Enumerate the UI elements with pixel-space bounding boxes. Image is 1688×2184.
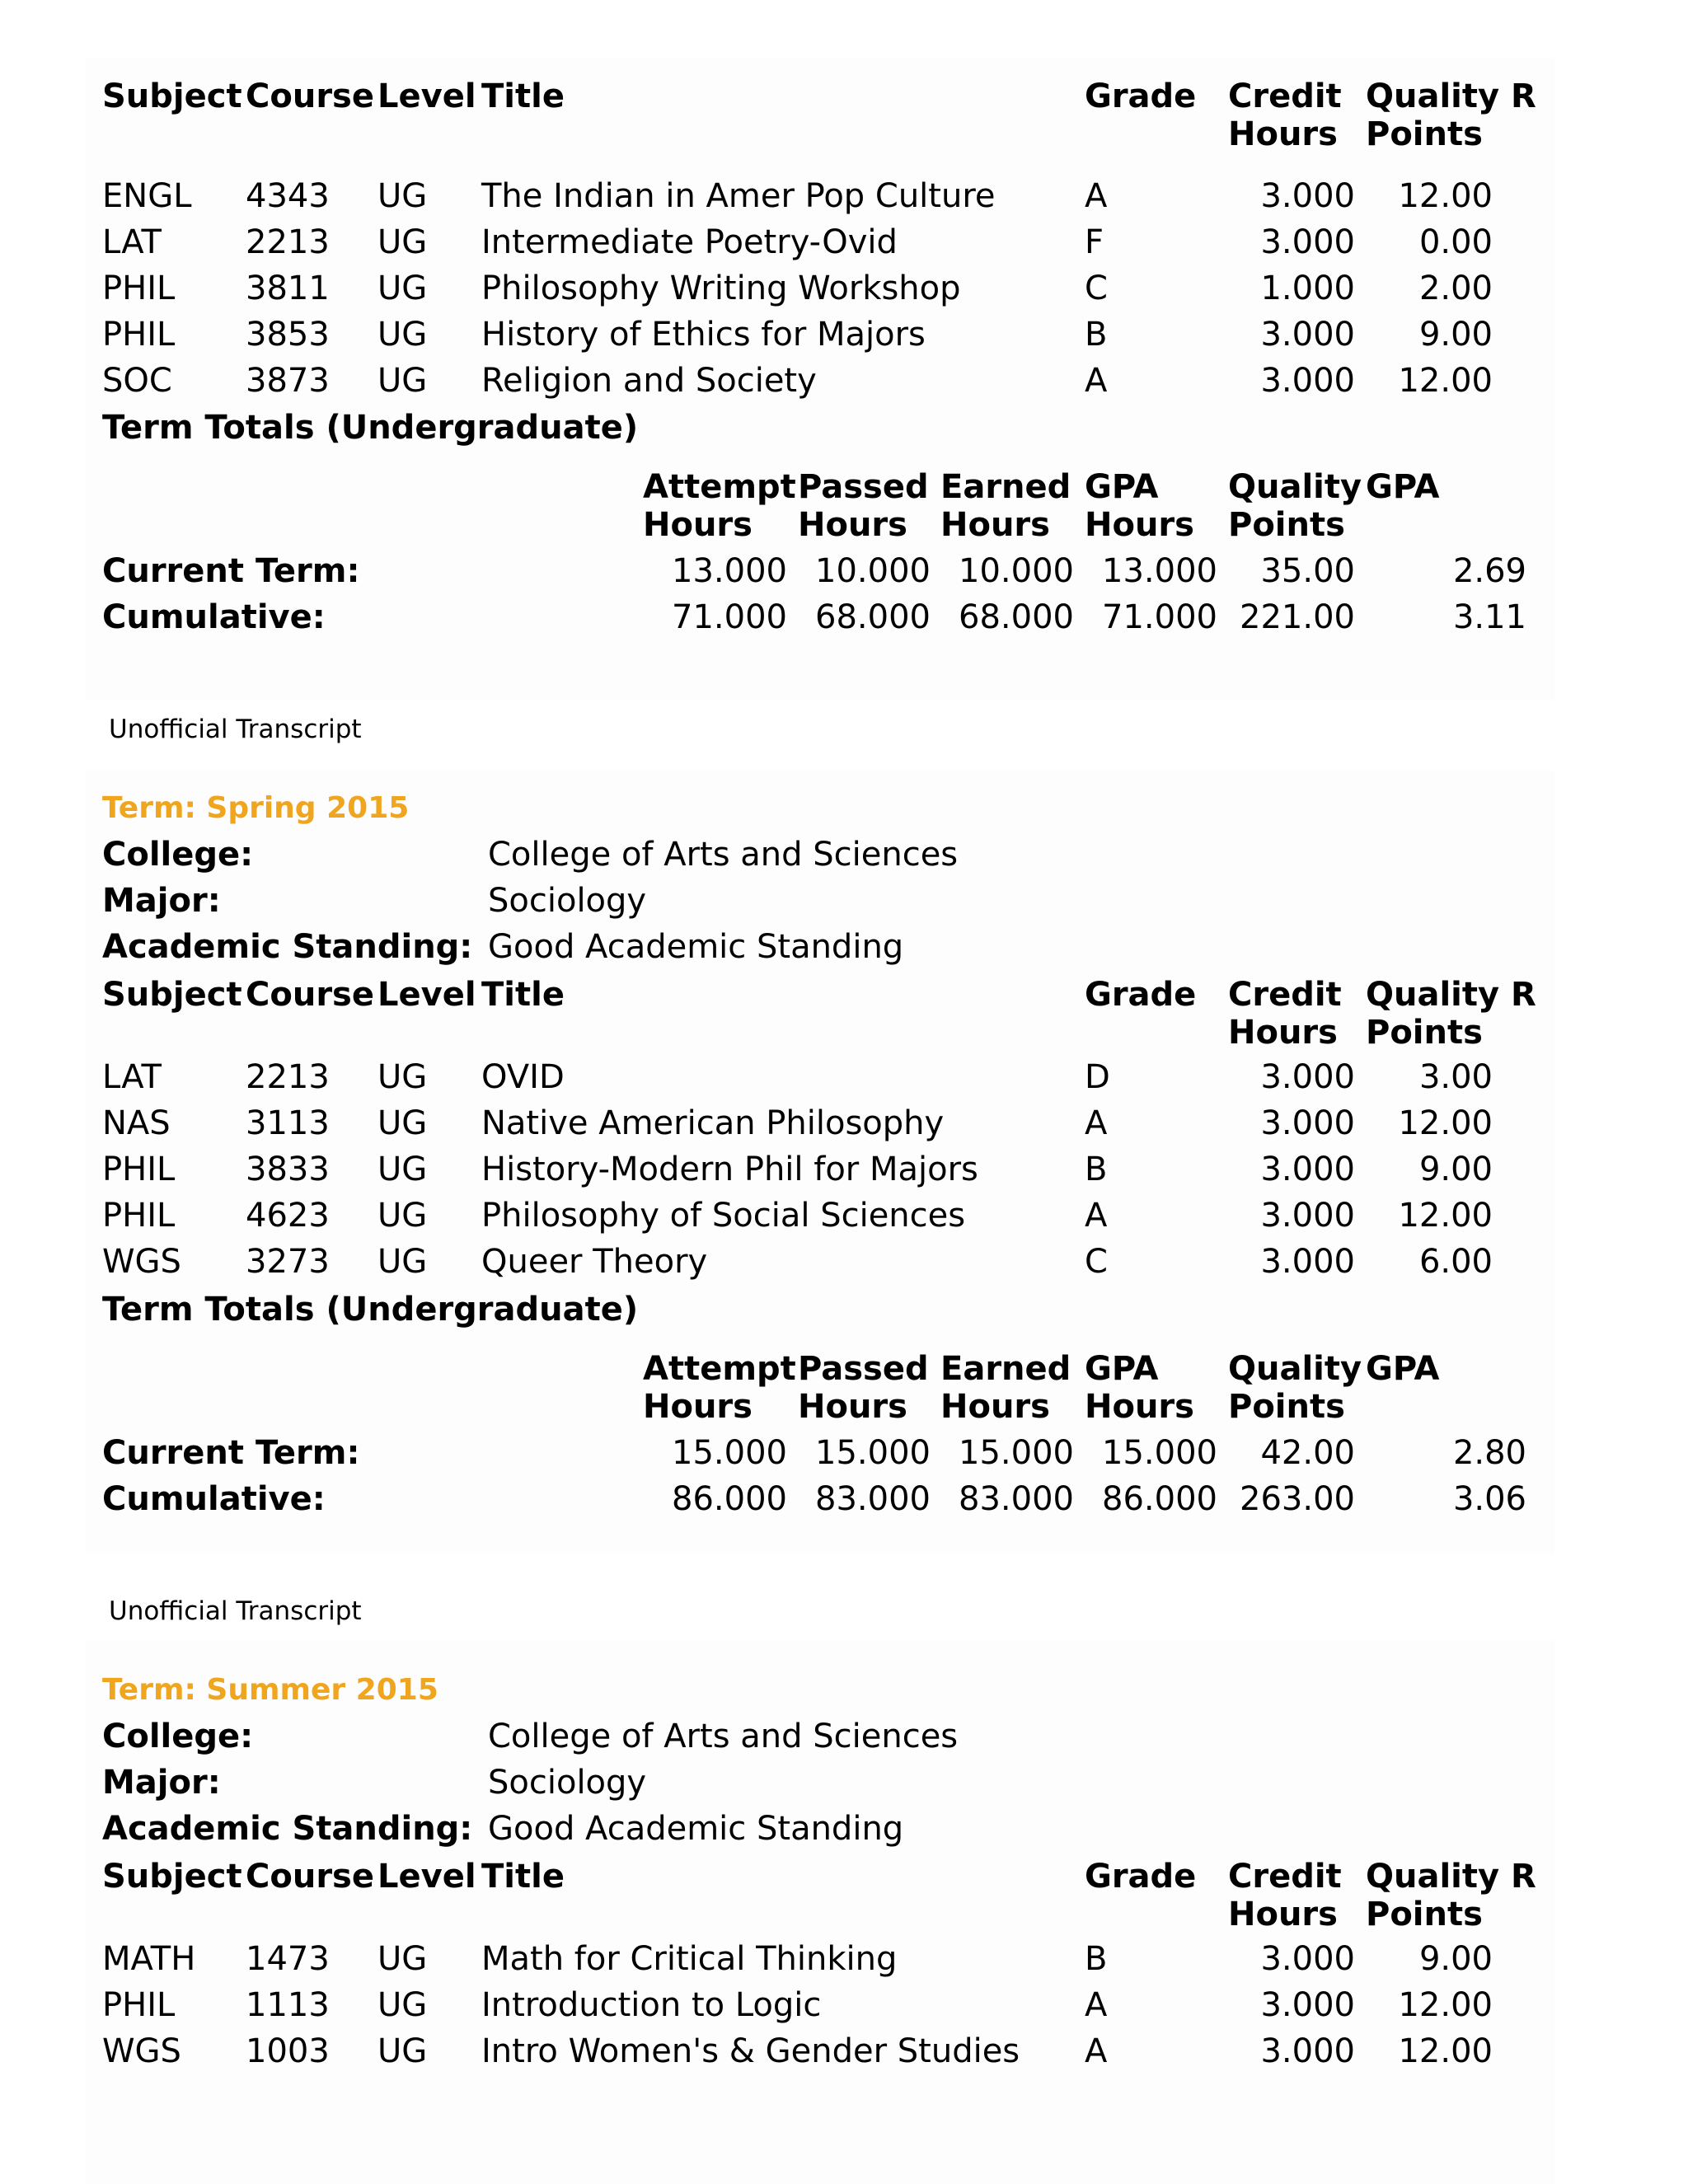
- course-quality-points: 9.00: [1418, 316, 1493, 354]
- s2-hdr-level: Level: [377, 976, 476, 1014]
- course-level: UG: [377, 1243, 428, 1281]
- course-title: History-Modern Phil for Majors: [481, 1151, 978, 1188]
- s2-hdr-course: Course: [246, 976, 374, 1014]
- college-value: College of Arts and Sciences: [488, 1718, 959, 1755]
- s3-hdr-title: Title: [481, 1858, 565, 1896]
- totals-hdr-gpa-hours: GPA: [1085, 1350, 1159, 1388]
- current-gpahrs: 13.000: [1102, 552, 1217, 590]
- term-title: Term: Spring 2015: [102, 791, 410, 825]
- totals-hdr-quality-points: Points: [1228, 506, 1345, 544]
- course-credit-hours: 3.000: [1260, 177, 1355, 215]
- s3-hdr-grade: Grade: [1085, 1858, 1197, 1896]
- course-level: UG: [377, 223, 428, 261]
- current-passed: 15.000: [815, 1434, 931, 1472]
- course-quality-points: 0.00: [1418, 223, 1493, 261]
- course-title: Intro Women's & Gender Studies: [481, 2032, 1020, 2070]
- cumulative-passed: 83.000: [815, 1480, 931, 1518]
- cumulative-attempt: 71.000: [672, 598, 787, 636]
- cumulative-earned: 83.000: [959, 1480, 1074, 1518]
- cumulative-attempt: 86.000: [672, 1480, 787, 1518]
- totals-hdr-earned: Earned: [940, 468, 1071, 506]
- course-title: History of Ethics for Majors: [481, 316, 926, 354]
- course-number: 1473: [246, 1940, 330, 1978]
- course-grade: B: [1085, 1940, 1108, 1978]
- course-number: 1113: [246, 1986, 330, 2024]
- totals-hdr-passed: Passed: [798, 468, 929, 506]
- s3-hdr-quality-points: Points: [1366, 1896, 1483, 1933]
- major-label: Major:: [102, 1764, 221, 1802]
- s2-hdr-quality: Quality R: [1366, 976, 1536, 1014]
- course-subject: PHIL: [102, 269, 176, 307]
- course-grade: A: [1085, 1986, 1108, 2024]
- s2-hdr-quality-points: Points: [1366, 1014, 1483, 1052]
- course-number: 4343: [246, 177, 330, 215]
- s3-hdr-level: Level: [377, 1858, 476, 1896]
- course-credit-hours: 3.000: [1260, 1940, 1355, 1978]
- cumulative-quality: 221.00: [1240, 598, 1355, 636]
- unofficial-transcript-label: Unofficial Transcript: [109, 1596, 362, 1626]
- course-quality-points: 12.00: [1398, 2032, 1493, 2070]
- current-attempt: 13.000: [672, 552, 787, 590]
- totals-hdr-gpa: GPA: [1366, 468, 1440, 506]
- course-number: 4623: [246, 1197, 330, 1235]
- course-grade: C: [1085, 269, 1108, 307]
- course-number: 3873: [246, 362, 330, 400]
- s1-hdr-credit-hours: Hours: [1228, 115, 1338, 153]
- course-level: UG: [377, 1151, 428, 1188]
- course-level: UG: [377, 1058, 428, 1096]
- course-subject: ENGL: [102, 177, 192, 215]
- course-subject: PHIL: [102, 316, 176, 354]
- current-gpa: 2.80: [1452, 1434, 1526, 1472]
- course-grade: A: [1085, 1104, 1108, 1142]
- s3-hdr-quality: Quality R: [1366, 1858, 1536, 1896]
- s1-hdr-quality: Quality R: [1366, 77, 1536, 115]
- course-title: Math for Critical Thinking: [481, 1940, 898, 1978]
- major-value: Sociology: [488, 882, 647, 920]
- term-totals-heading: Term Totals (Undergraduate): [102, 1291, 639, 1329]
- current-attempt: 15.000: [672, 1434, 787, 1472]
- course-number: 3811: [246, 269, 330, 307]
- course-subject: PHIL: [102, 1986, 176, 2024]
- course-title: Introduction to Logic: [481, 1986, 822, 2024]
- totals-hdr-earned-hours: Hours: [940, 506, 1050, 544]
- totals-hdr-attempt: Attempt: [643, 468, 796, 506]
- s1-hdr-subject: Subject: [102, 77, 242, 115]
- course-quality-points: 9.00: [1418, 1151, 1493, 1188]
- course-grade: A: [1085, 177, 1108, 215]
- s2-hdr-credit-hours: Hours: [1228, 1014, 1338, 1052]
- course-number: 2213: [246, 1058, 330, 1096]
- s1-hdr-credit: Credit: [1228, 77, 1342, 115]
- cumulative-gpahrs: 71.000: [1102, 598, 1217, 636]
- course-subject: NAS: [102, 1104, 171, 1142]
- totals-hdr-quality: Quality: [1228, 1350, 1362, 1388]
- course-number: 2213: [246, 223, 330, 261]
- cumulative-gpa: 3.11: [1452, 598, 1526, 636]
- totals-hdr-earned-hours: Hours: [940, 1388, 1050, 1426]
- standing-value: Good Academic Standing: [488, 928, 904, 966]
- totals-hdr-earned: Earned: [940, 1350, 1071, 1388]
- course-number: 3853: [246, 316, 330, 354]
- course-grade: A: [1085, 362, 1108, 400]
- course-quality-points: 6.00: [1418, 1243, 1493, 1281]
- s1-hdr-title: Title: [481, 77, 565, 115]
- course-credit-hours: 3.000: [1260, 1104, 1355, 1142]
- totals-hdr-quality-points: Points: [1228, 1388, 1345, 1426]
- course-level: UG: [377, 362, 428, 400]
- standing-label: Academic Standing:: [102, 928, 473, 966]
- current-earned: 10.000: [959, 552, 1074, 590]
- s2-hdr-grade: Grade: [1085, 976, 1197, 1014]
- current-quality: 42.00: [1260, 1434, 1355, 1472]
- college-value: College of Arts and Sciences: [488, 836, 959, 874]
- course-credit-hours: 3.000: [1260, 1986, 1355, 2024]
- totals-hdr-passed: Passed: [798, 1350, 929, 1388]
- totals-hdr-gpa: GPA: [1366, 1350, 1440, 1388]
- totals-hdr-gpa-hours-2: Hours: [1085, 1388, 1194, 1426]
- course-subject: PHIL: [102, 1151, 176, 1188]
- course-level: UG: [377, 1986, 428, 2024]
- course-grade: D: [1085, 1058, 1110, 1096]
- totals-hdr-passed-hours: Hours: [798, 506, 907, 544]
- course-credit-hours: 3.000: [1260, 316, 1355, 354]
- course-quality-points: 9.00: [1418, 1940, 1493, 1978]
- s3-hdr-course: Course: [246, 1858, 374, 1896]
- course-subject: WGS: [102, 2032, 181, 2070]
- course-level: UG: [377, 2032, 428, 2070]
- course-credit-hours: 3.000: [1260, 1243, 1355, 1281]
- course-grade: C: [1085, 1243, 1108, 1281]
- unofficial-transcript-label: Unofficial Transcript: [109, 715, 362, 744]
- cumulative-label: Cumulative:: [102, 1480, 326, 1518]
- course-title: OVID: [481, 1058, 565, 1096]
- totals-hdr-passed-hours: Hours: [798, 1388, 907, 1426]
- totals-hdr-gpa-hours: GPA: [1085, 468, 1159, 506]
- current-gpahrs: 15.000: [1102, 1434, 1217, 1472]
- course-grade: B: [1085, 316, 1108, 354]
- course-level: UG: [377, 1197, 428, 1235]
- course-quality-points: 12.00: [1398, 177, 1493, 215]
- s1-hdr-level: Level: [377, 77, 476, 115]
- course-subject: WGS: [102, 1243, 181, 1281]
- cumulative-earned: 68.000: [959, 598, 1074, 636]
- course-credit-hours: 3.000: [1260, 2032, 1355, 2070]
- totals-hdr-attempt-hours: Hours: [643, 506, 753, 544]
- totals-hdr-quality: Quality: [1228, 468, 1362, 506]
- course-quality-points: 3.00: [1418, 1058, 1493, 1096]
- totals-hdr-attempt-hours: Hours: [643, 1388, 753, 1426]
- college-label: College:: [102, 1718, 254, 1755]
- major-value: Sociology: [488, 1764, 647, 1802]
- course-number: 1003: [246, 2032, 330, 2070]
- course-title: Intermediate Poetry-Ovid: [481, 223, 898, 261]
- cumulative-gpahrs: 86.000: [1102, 1480, 1217, 1518]
- course-level: UG: [377, 269, 428, 307]
- standing-label: Academic Standing:: [102, 1810, 473, 1848]
- term-title: Term: Summer 2015: [102, 1673, 438, 1707]
- current-quality: 35.00: [1260, 552, 1355, 590]
- course-credit-hours: 3.000: [1260, 1197, 1355, 1235]
- course-subject: SOC: [102, 362, 172, 400]
- course-quality-points: 12.00: [1398, 1197, 1493, 1235]
- course-title: Religion and Society: [481, 362, 817, 400]
- s3-hdr-credit-hours: Hours: [1228, 1896, 1338, 1933]
- course-level: UG: [377, 1940, 428, 1978]
- course-grade: F: [1085, 223, 1104, 261]
- cumulative-gpa: 3.06: [1452, 1480, 1526, 1518]
- term-totals-heading: Term Totals (Undergraduate): [102, 409, 639, 447]
- course-number: 3833: [246, 1151, 330, 1188]
- course-title: Native American Philosophy: [481, 1104, 945, 1142]
- current-gpa: 2.69: [1452, 552, 1526, 590]
- course-grade: B: [1085, 1151, 1108, 1188]
- course-credit-hours: 3.000: [1260, 223, 1355, 261]
- course-quality-points: 2.00: [1418, 269, 1493, 307]
- course-credit-hours: 1.000: [1260, 269, 1355, 307]
- course-number: 3273: [246, 1243, 330, 1281]
- course-grade: A: [1085, 1197, 1108, 1235]
- course-credit-hours: 3.000: [1260, 1058, 1355, 1096]
- s2-hdr-credit: Credit: [1228, 976, 1342, 1014]
- s3-hdr-credit: Credit: [1228, 1858, 1342, 1896]
- course-quality-points: 12.00: [1398, 362, 1493, 400]
- course-credit-hours: 3.000: [1260, 1151, 1355, 1188]
- cumulative-label: Cumulative:: [102, 598, 326, 636]
- totals-hdr-gpa-hours-2: Hours: [1085, 506, 1194, 544]
- current-term-label: Current Term:: [102, 1434, 360, 1472]
- cumulative-passed: 68.000: [815, 598, 931, 636]
- course-quality-points: 12.00: [1398, 1986, 1493, 2024]
- s3-hdr-subject: Subject: [102, 1858, 242, 1896]
- course-subject: PHIL: [102, 1197, 176, 1235]
- course-credit-hours: 3.000: [1260, 362, 1355, 400]
- current-passed: 10.000: [815, 552, 931, 590]
- s1-hdr-grade: Grade: [1085, 77, 1197, 115]
- s1-hdr-quality-points: Points: [1366, 115, 1483, 153]
- totals-hdr-attempt: Attempt: [643, 1350, 796, 1388]
- course-subject: LAT: [102, 1058, 162, 1096]
- standing-value: Good Academic Standing: [488, 1810, 904, 1848]
- course-level: UG: [377, 177, 428, 215]
- current-earned: 15.000: [959, 1434, 1074, 1472]
- course-title: Philosophy of Social Sciences: [481, 1197, 966, 1235]
- course-title: Philosophy Writing Workshop: [481, 269, 961, 307]
- s2-hdr-title: Title: [481, 976, 565, 1014]
- course-level: UG: [377, 1104, 428, 1142]
- course-level: UG: [377, 316, 428, 354]
- s2-hdr-subject: Subject: [102, 976, 242, 1014]
- college-label: College:: [102, 836, 254, 874]
- course-number: 3113: [246, 1104, 330, 1142]
- course-quality-points: 12.00: [1398, 1104, 1493, 1142]
- course-title: The Indian in Amer Pop Culture: [481, 177, 996, 215]
- course-subject: LAT: [102, 223, 162, 261]
- course-subject: MATH: [102, 1940, 196, 1978]
- course-grade: A: [1085, 2032, 1108, 2070]
- current-term-label: Current Term:: [102, 552, 360, 590]
- course-title: Queer Theory: [481, 1243, 708, 1281]
- cumulative-quality: 263.00: [1240, 1480, 1355, 1518]
- major-label: Major:: [102, 882, 221, 920]
- s1-hdr-course: Course: [246, 77, 374, 115]
